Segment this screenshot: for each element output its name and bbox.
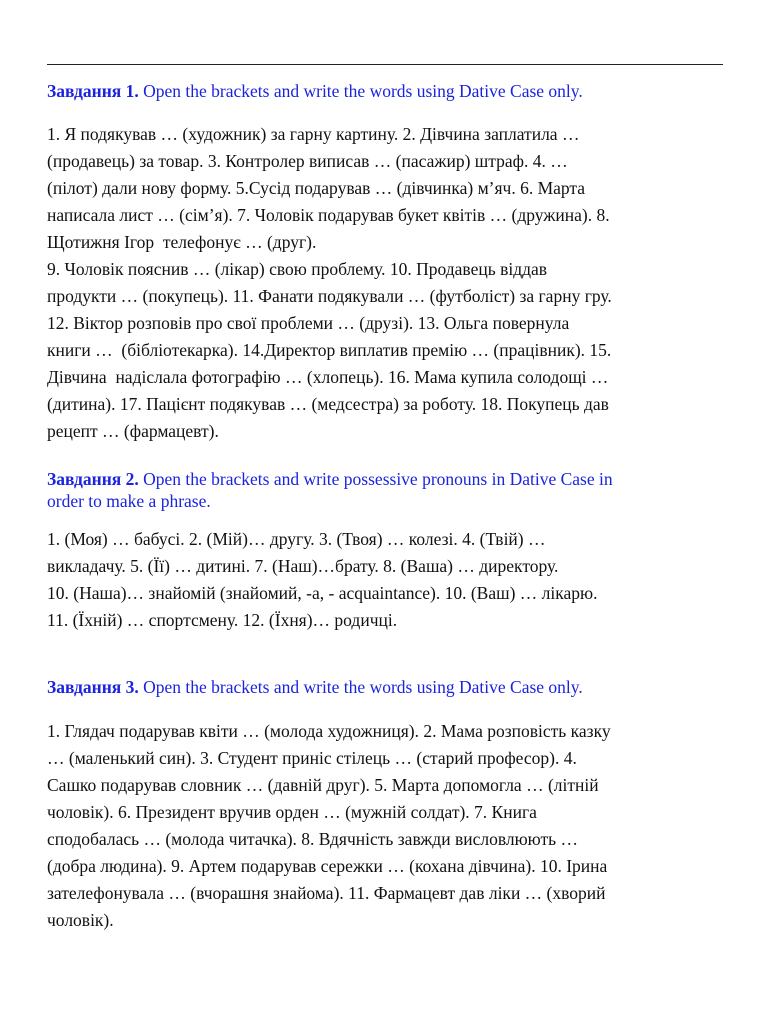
task-3-line: 1. Глядач подарував квіти … (молода художниця). 2. Мама розповість казку [47, 721, 611, 741]
task-1-line: рецепт … (фармацевт). [47, 421, 219, 441]
task-1-label: Завдання 1. [47, 81, 139, 101]
task-2-line: 10. (Наша)… знайомій (знайомий, -а, - acquaintance). 10. (Ваш) … лікарю. [47, 583, 598, 603]
task-3-line: сподобалась … (молода читачка). 8. Вдячність завжди висловлюють … [47, 829, 579, 849]
task-1-line: Щотижня Ігор телефонує … (друг). [47, 232, 317, 252]
task-3-body [47, 718, 723, 934]
task-1-line: (дитина). 17. Пацієнт подякував … (медсестра) за роботу. 18. Покупець дав [47, 394, 609, 414]
task-1-line: Дівчина надіслала фотографію … (хлопець). 16. Мама купила солодощі … [47, 367, 609, 387]
task-1-heading [47, 80, 723, 102]
task-2-instruction-line: Open the brackets and write possessive pronouns in Dative Case in [143, 469, 613, 489]
task-1-body [47, 121, 723, 445]
task-3-label: Завдання 3. [47, 677, 139, 697]
task-1-instruction: Open the brackets and write the words using Dative Case only. [143, 81, 583, 101]
task-2-label: Завдання 2. [47, 469, 139, 489]
task-3-line: зателефонувала … (вчорашня знайома). 11. Фармацевт дав ліки … (хворий [47, 883, 606, 903]
task-2-line: викладачу. 5. (Її) … дитині. 7. (Наш)…брату. 8. (Ваша) … директору. [47, 556, 559, 576]
task-2-body [47, 526, 723, 634]
task-3-line: … (маленький син). 3. Студент приніс стілець … (старий професор). 4. [47, 748, 577, 768]
task-1-line: продукти … (покупець). 11. Фанати подякували … (футболіст) за гарну гру. [47, 286, 612, 306]
task-2-instruction-line: order to make a phrase. [47, 491, 211, 511]
top-divider-rule [47, 64, 723, 65]
task-2-line: 1. (Моя) … бабусі. 2. (Мій)… другу. 3. (Твоя) … колезі. 4. (Твій) … [47, 529, 546, 549]
task-1-line: (продавець) за товар. 3. Контролер виписав … (пасажир) штраф. 4. … [47, 151, 568, 171]
task-3-line: чоловік). [47, 910, 114, 930]
task-3-instruction: Open the brackets and write the words using Dative Case only. [143, 677, 583, 697]
task-1-line: (пілот) дали нову форму. 5.Сусід подарував … (дівчинка) м’яч. 6. Марта [47, 178, 586, 198]
task-2-heading [47, 468, 723, 512]
task-3-line: Сашко подарував словник … (давній друг). 5. Марта допомогла … (літній [47, 775, 599, 795]
task-3-line: (добра людина). 9. Артем подарував сережки … (кохана дівчина). 10. Ірина [47, 856, 608, 876]
task-2-line: 11. (Їхній) … спортсмену. 12. (Їхня)… родичці. [47, 610, 398, 630]
task-3-line: чоловік). 6. Президент вручив орден … (мужній солдат). 7. Книга [47, 802, 537, 822]
task-1-line: 9. Чоловік пояснив … (лікар) свою проблему. 10. Продавець віддав [47, 259, 548, 279]
task-1-line: книги … (бібліотекарка). 14.Директор виплатив премію … (працівник). 15. [47, 340, 612, 360]
task-1-line: 1. Я подякував … (художник) за гарну картину. 2. Дівчина заплатила … [47, 124, 580, 144]
task-3-heading [47, 676, 723, 698]
task-1-line: написала лист … (сім’я). 7. Чоловік подарував букет квітів … (дружина). 8. [47, 205, 610, 225]
task-1-line: 12. Віктор розповів про свої проблеми … (друзі). 13. Ольга повернула [47, 313, 570, 333]
